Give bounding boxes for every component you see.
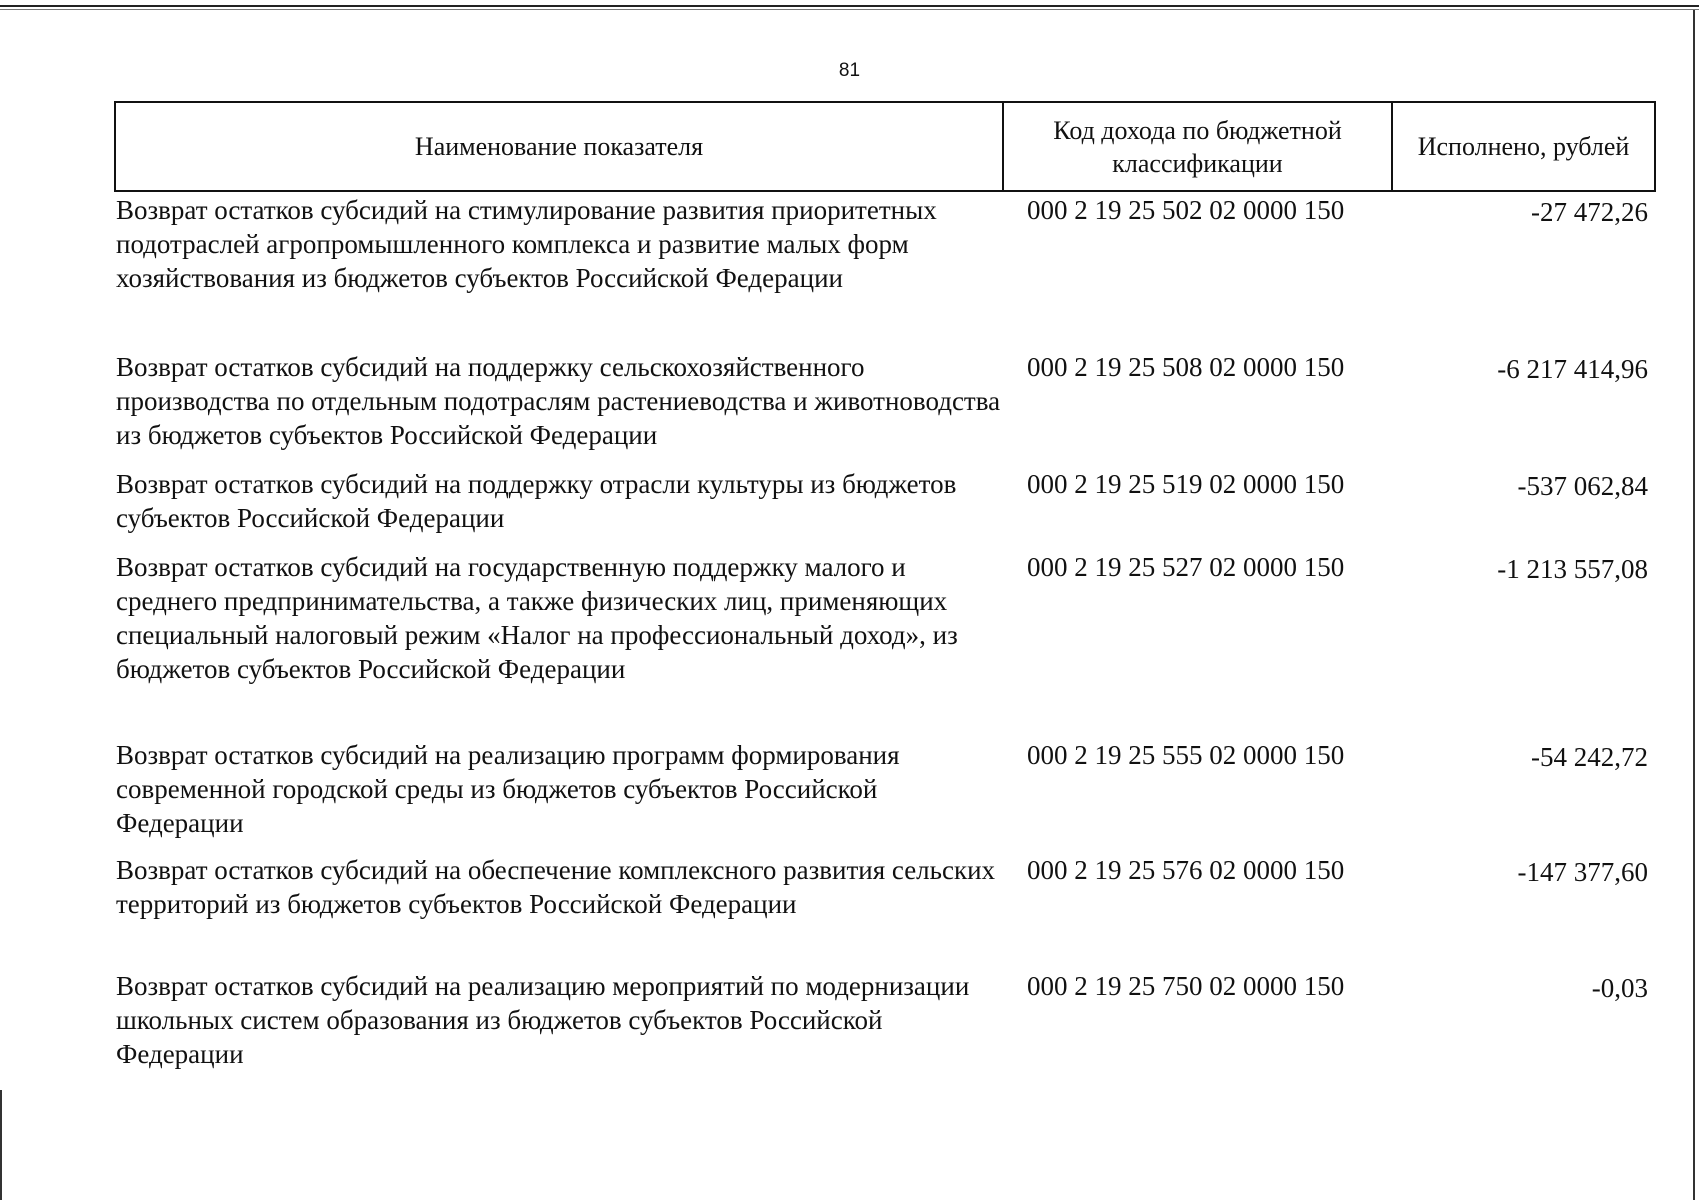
row-name: Возврат остатков субсидий на обеспечение комплексного развития сельских территорий из бюджетов субъектов Российской Федерации <box>116 855 996 919</box>
row-value: -6 217 414,96 <box>1497 354 1648 384</box>
row-name: Возврат остатков субсидий на государственную поддержку малого и среднего предпринимательства, а также физических лиц, применяющих специальный налоговый режим «Налог на профессиональный доход», из бюджетов субъектов Российской Федерации <box>116 552 958 684</box>
left-border-line <box>0 1090 2 1200</box>
row-name: Возврат остатков субсидий на стимулирование развития приоритетных подотраслей агропромышленного комплекса и развитие малых форм хозяйствования из бюджетов субъектов Российской Федерации <box>116 195 937 293</box>
row-value: -27 472,26 <box>1531 197 1648 227</box>
row-code: 000 2 19 25 519 02 0000 150 <box>1027 469 1345 499</box>
header-executed: Исполнено, рублей <box>1417 132 1630 161</box>
row-code: 000 2 19 25 508 02 0000 150 <box>1027 352 1345 382</box>
page-number: 81 <box>838 60 861 81</box>
row-code: 000 2 19 25 502 02 0000 150 <box>1027 195 1345 225</box>
row-name: Возврат остатков субсидий на поддержку отрасли культуры из бюджетов субъектов Российской Федерации <box>116 469 957 533</box>
right-border-line <box>1693 10 1695 1200</box>
row-code: 000 2 19 25 750 02 0000 150 <box>1027 971 1345 1001</box>
row-value: -147 377,60 <box>1517 857 1648 887</box>
row-name: Возврат остатков субсидий на реализацию мероприятий по модернизации школьных систем образования из бюджетов субъектов Российской Федерации <box>116 971 970 1069</box>
row-name: Возврат остатков субсидий на реализацию программ формирования современной городской среды из бюджетов субъектов Российской Федерации <box>116 740 900 838</box>
top-border-line-secondary <box>0 9 1699 10</box>
row-code: 000 2 19 25 527 02 0000 150 <box>1027 552 1345 582</box>
header-code: Код дохода по бюджетной классификации <box>1004 103 1393 190</box>
top-border-line <box>0 5 1699 7</box>
row-value: -537 062,84 <box>1517 471 1648 501</box>
header-name: Наименование показателя <box>116 103 1004 190</box>
row-name: Возврат остатков субсидий на поддержку сельскохозяйственного производства по отдельным подотраслям растениеводства и животноводства из бюджетов субъектов Российской Федерации <box>116 352 1001 450</box>
row-value: -54 242,72 <box>1531 742 1648 772</box>
row-code: 000 2 19 25 576 02 0000 150 <box>1027 855 1345 885</box>
row-value: -0,03 <box>1591 973 1648 1003</box>
row-code: 000 2 19 25 555 02 0000 150 <box>1027 740 1345 770</box>
row-value: -1 213 557,08 <box>1497 554 1648 584</box>
table-header <box>114 101 1656 192</box>
